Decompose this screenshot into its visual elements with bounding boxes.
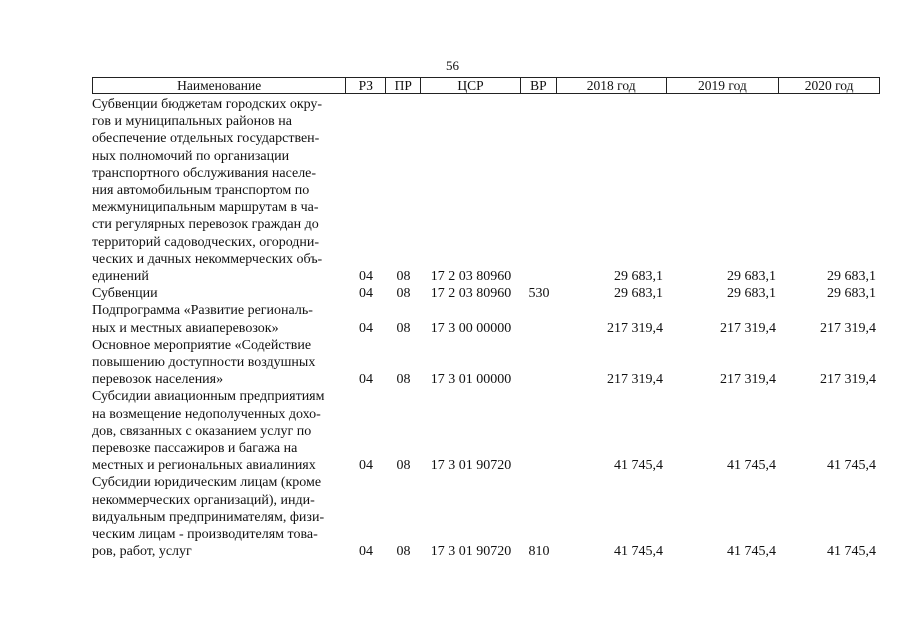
row-2020: 29 683,1	[827, 286, 876, 302]
row-rz: 04	[359, 320, 373, 336]
header-2018: 2018 год	[557, 78, 667, 93]
row-rz: 04	[359, 286, 373, 302]
header-name: Наименование	[93, 78, 346, 93]
table-header	[92, 77, 880, 94]
row-pr: 08	[396, 372, 411, 388]
header-csr: ЦСР	[421, 78, 521, 93]
row-2018: 41 745,4	[614, 544, 663, 560]
row-rz: 04	[359, 458, 373, 474]
row-2019: 41 745,4	[727, 458, 776, 474]
row-2018: 41 745,4	[614, 458, 663, 474]
table-row	[92, 302, 880, 336]
row-pr: 08	[396, 286, 411, 302]
row-2020: 41 745,4	[827, 458, 876, 474]
header-pr: ПР	[386, 78, 421, 93]
row-2019: 217 319,4	[720, 372, 776, 388]
row-csr: 17 2 03 80960	[430, 269, 512, 285]
table-row	[92, 388, 880, 474]
row-2018: 217 319,4	[607, 320, 663, 336]
row-name: Субсидии авиационным предприятиям на возмещение недополученных дохо- дов, связанных с оказанием услуг по перевозке пассажиров и багажа на местных и региональных авиалиниях	[92, 389, 325, 474]
row-rz: 04	[359, 269, 373, 285]
row-2019: 217 319,4	[720, 320, 776, 336]
page-number: 56	[446, 58, 459, 73]
row-2018: 29 683,1	[614, 286, 663, 302]
row-csr: 17 3 01 90720	[430, 544, 512, 560]
header-rz: РЗ	[346, 78, 386, 93]
row-name: Основное мероприятие «Содействие повышению доступности воздушных перевозок населения»	[92, 337, 316, 388]
row-name: Субсидии юридическим лицам (кроме некоммерческих организаций), инди- видуальным предпринимателям, физи- ческим лицам - производителям това- ров, работ, услуг	[92, 475, 325, 560]
row-2018: 217 319,4	[607, 372, 663, 388]
header-2020: 2020 год	[804, 77, 854, 93]
row-2020: 217 319,4	[820, 320, 876, 336]
table-row	[92, 285, 880, 302]
row-pr: 08	[396, 544, 411, 560]
row-pr: 08	[396, 458, 411, 474]
row-2019: 29 683,1	[727, 286, 776, 302]
row-2018: 29 683,1	[614, 269, 663, 285]
row-pr: 08	[396, 320, 411, 336]
row-vr: 530	[528, 286, 550, 302]
row-rz: 04	[359, 372, 373, 388]
table-row	[92, 337, 880, 389]
row-csr: 17 3 01 90720	[430, 458, 512, 474]
row-2020: 29 683,1	[827, 269, 876, 285]
row-2019: 41 745,4	[727, 544, 776, 560]
row-2020: 41 745,4	[827, 544, 876, 560]
row-2020: 217 319,4	[820, 372, 876, 388]
header-vr: ВР	[521, 78, 557, 93]
row-name: Субвенции бюджетам городских окру- гов и муниципальных районов на обеспечение отдельных государствен- ных полномочий по организации транспортного обслуживания населе- ния автомобильным транспортом по межмуниципальным маршрутам в ча- сти регулярных перевозок граждан до территорий садоводческих, огородни- ческих и дачных некоммерческих объ- единений	[92, 97, 323, 285]
row-csr: 17 3 00 00000	[430, 320, 512, 336]
row-name: Подпрограмма «Развитие региональ- ных и местных авиаперевозок»	[92, 303, 313, 336]
row-vr: 810	[528, 544, 550, 560]
row-pr: 08	[396, 269, 411, 285]
row-csr: 17 2 03 80960	[430, 286, 512, 302]
table-row	[92, 96, 880, 285]
row-2019: 29 683,1	[727, 269, 776, 285]
table-body	[92, 96, 880, 560]
row-name: Субвенции	[92, 286, 158, 302]
row-rz: 04	[359, 544, 373, 560]
table-row	[92, 474, 880, 560]
row-csr: 17 3 01 00000	[430, 372, 512, 388]
header-2019: 2019 год	[667, 78, 780, 93]
